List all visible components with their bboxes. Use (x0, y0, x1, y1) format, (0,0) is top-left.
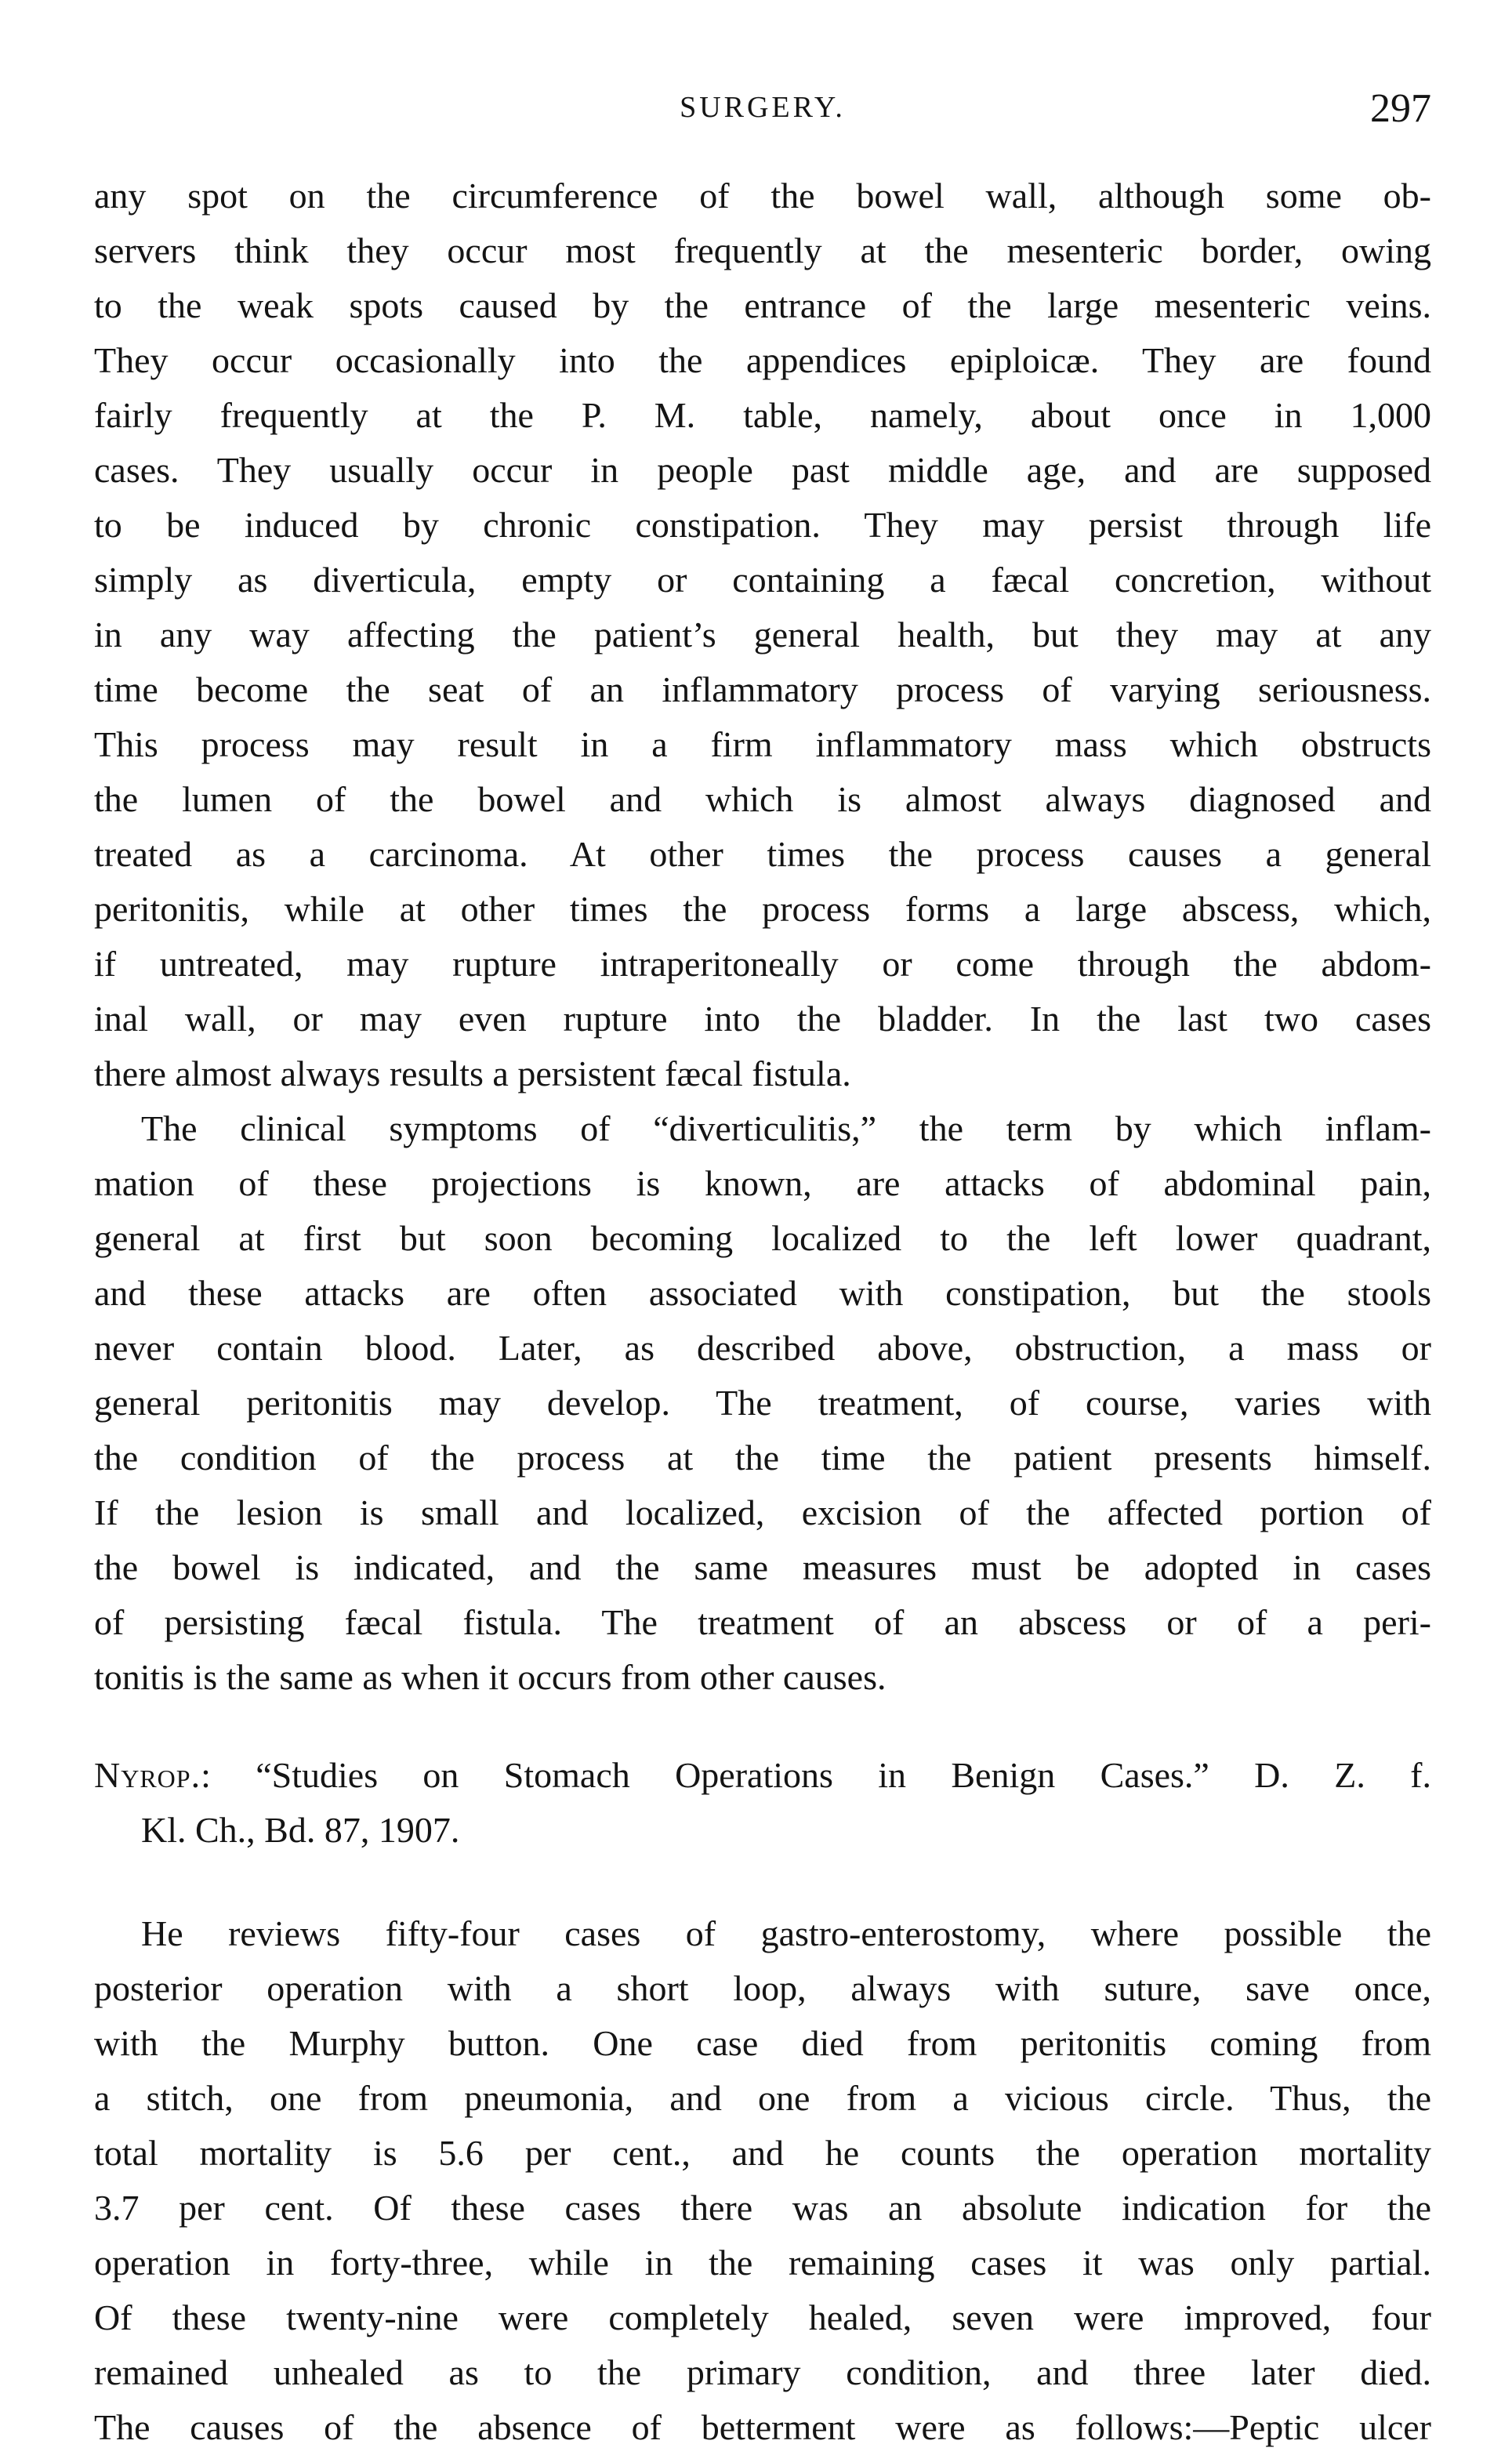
citation (94, 1748, 1431, 1858)
text-line: posterior operation with a short loop, always with suture, save once, (94, 1968, 1431, 2008)
text-line: the bowel is indicated, and the same measures must be adopted in cases (94, 1547, 1431, 1587)
text-line: cases. They usually occur in people past middle age, and are supposed (94, 450, 1431, 490)
paragraph-diverticulitis (94, 1101, 1431, 1705)
text-line: inal wall, or may even rupture into the bladder. In the last two cases (94, 999, 1431, 1039)
text-line: general peritonitis may develop. The treatment, of course, varies with (94, 1383, 1431, 1423)
citation-title-line (94, 1748, 1431, 1803)
text-line: If the lesion is small and localized, excision of the affected portion of (94, 1492, 1431, 1532)
text-line: The causes of the absence of betterment were as follows:—Peptic ulcer (94, 2407, 1431, 2447)
page-number: 297 (1370, 86, 1431, 131)
text-line: simply as diverticula, empty or containing a fæcal concretion, without (94, 560, 1431, 600)
text-line: the lumen of the bowel and which is almost always diagnosed and (94, 779, 1431, 819)
text-line: if untreated, may rupture intraperitoneally or come through the abdom- (94, 944, 1431, 984)
text-line: to be induced by chronic constipation. They may persist through life (94, 505, 1431, 545)
running-title: SURGERY. (680, 91, 846, 124)
text-line: mation of these projections is known, are attacks of abdominal pain, (94, 1163, 1431, 1203)
text-line: the condition of the process at the time the patient presents himself. (94, 1438, 1431, 1478)
text-line: treated as a carcinoma. At other times the process causes a general (94, 834, 1431, 874)
text-line: Of these twenty-nine were completely healed, seven were improved, four (94, 2297, 1431, 2337)
text-line: This process may result in a firm inflammatory mass which obstructs (94, 724, 1431, 764)
text-line: 3.7 per cent. Of these cases there was an absolute indication for the (94, 2188, 1431, 2228)
citation-author: Nyrop. (94, 1755, 201, 1795)
text-line: peritonitis, while at other times the process forms a large abscess, which, (94, 889, 1431, 929)
text-line: there almost always results a persistent fæcal fistula. (94, 1053, 851, 1093)
text-line: They occur occasionally into the appendices epiploicæ. They are found (94, 340, 1431, 380)
text-line: any spot on the circumference of the bowel wall, although some ob- (94, 176, 1431, 216)
text-line: The clinical symptoms of “diverticulitis,” the term by which inflam- (141, 1108, 1431, 1148)
section-gap (94, 1858, 1431, 1906)
text-line: tonitis is the same as when it occurs from other causes. (94, 1657, 887, 1697)
text-line: in any way affecting the patient’s general health, but they may at any (94, 615, 1431, 655)
text-line: never contain blood. Later, as described above, obstruction, a mass or (94, 1328, 1431, 1368)
paragraph-diverticula (94, 169, 1431, 1101)
text-line: remained unhealed as to the primary condition, and three later died. (94, 2352, 1431, 2392)
text-line: operation in forty-three, while in the remaining cases it was only partial. (94, 2243, 1431, 2283)
text-line: of persisting fæcal fistula. The treatment of an abscess or of a peri- (94, 1602, 1431, 1642)
text-line: time become the seat of an inflammatory process of varying seriousness. (94, 669, 1431, 709)
text-line: a stitch, one from pneumonia, and one from a vicious circle. Thus, the (94, 2078, 1431, 2118)
text-line: with the Murphy button. One case died from peritonitis coming from (94, 2023, 1431, 2063)
body-text (94, 169, 1431, 2455)
text-line: fairly frequently at the P. M. table, namely, about once in 1,000 (94, 395, 1431, 435)
text-line: and these attacks are often associated with constipation, but the stools (94, 1273, 1431, 1313)
citation-source: Kl. Ch., Bd. 87, 1907. (141, 1810, 460, 1850)
paragraph-gastro-enterostomy (94, 1906, 1431, 2455)
text-line: to the weak spots caused by the entrance of the large mesenteric veins. (94, 285, 1431, 325)
citation-title: : “Studies on Stomach Operations in Benign Cases.” D. Z. f. (201, 1755, 1431, 1795)
text-line: general at first but soon becoming localized to the left lower quadrant, (94, 1218, 1431, 1258)
page-header (94, 86, 1431, 145)
text-line: total mortality is 5.6 per cent., and he counts the operation mortality (94, 2133, 1431, 2173)
text-line: servers think they occur most frequently at the mesenteric border, owing (94, 230, 1431, 270)
section-gap (94, 1705, 1431, 1748)
text-line: He reviews fifty-four cases of gastro-enterostomy, where possible the (141, 1913, 1431, 1953)
